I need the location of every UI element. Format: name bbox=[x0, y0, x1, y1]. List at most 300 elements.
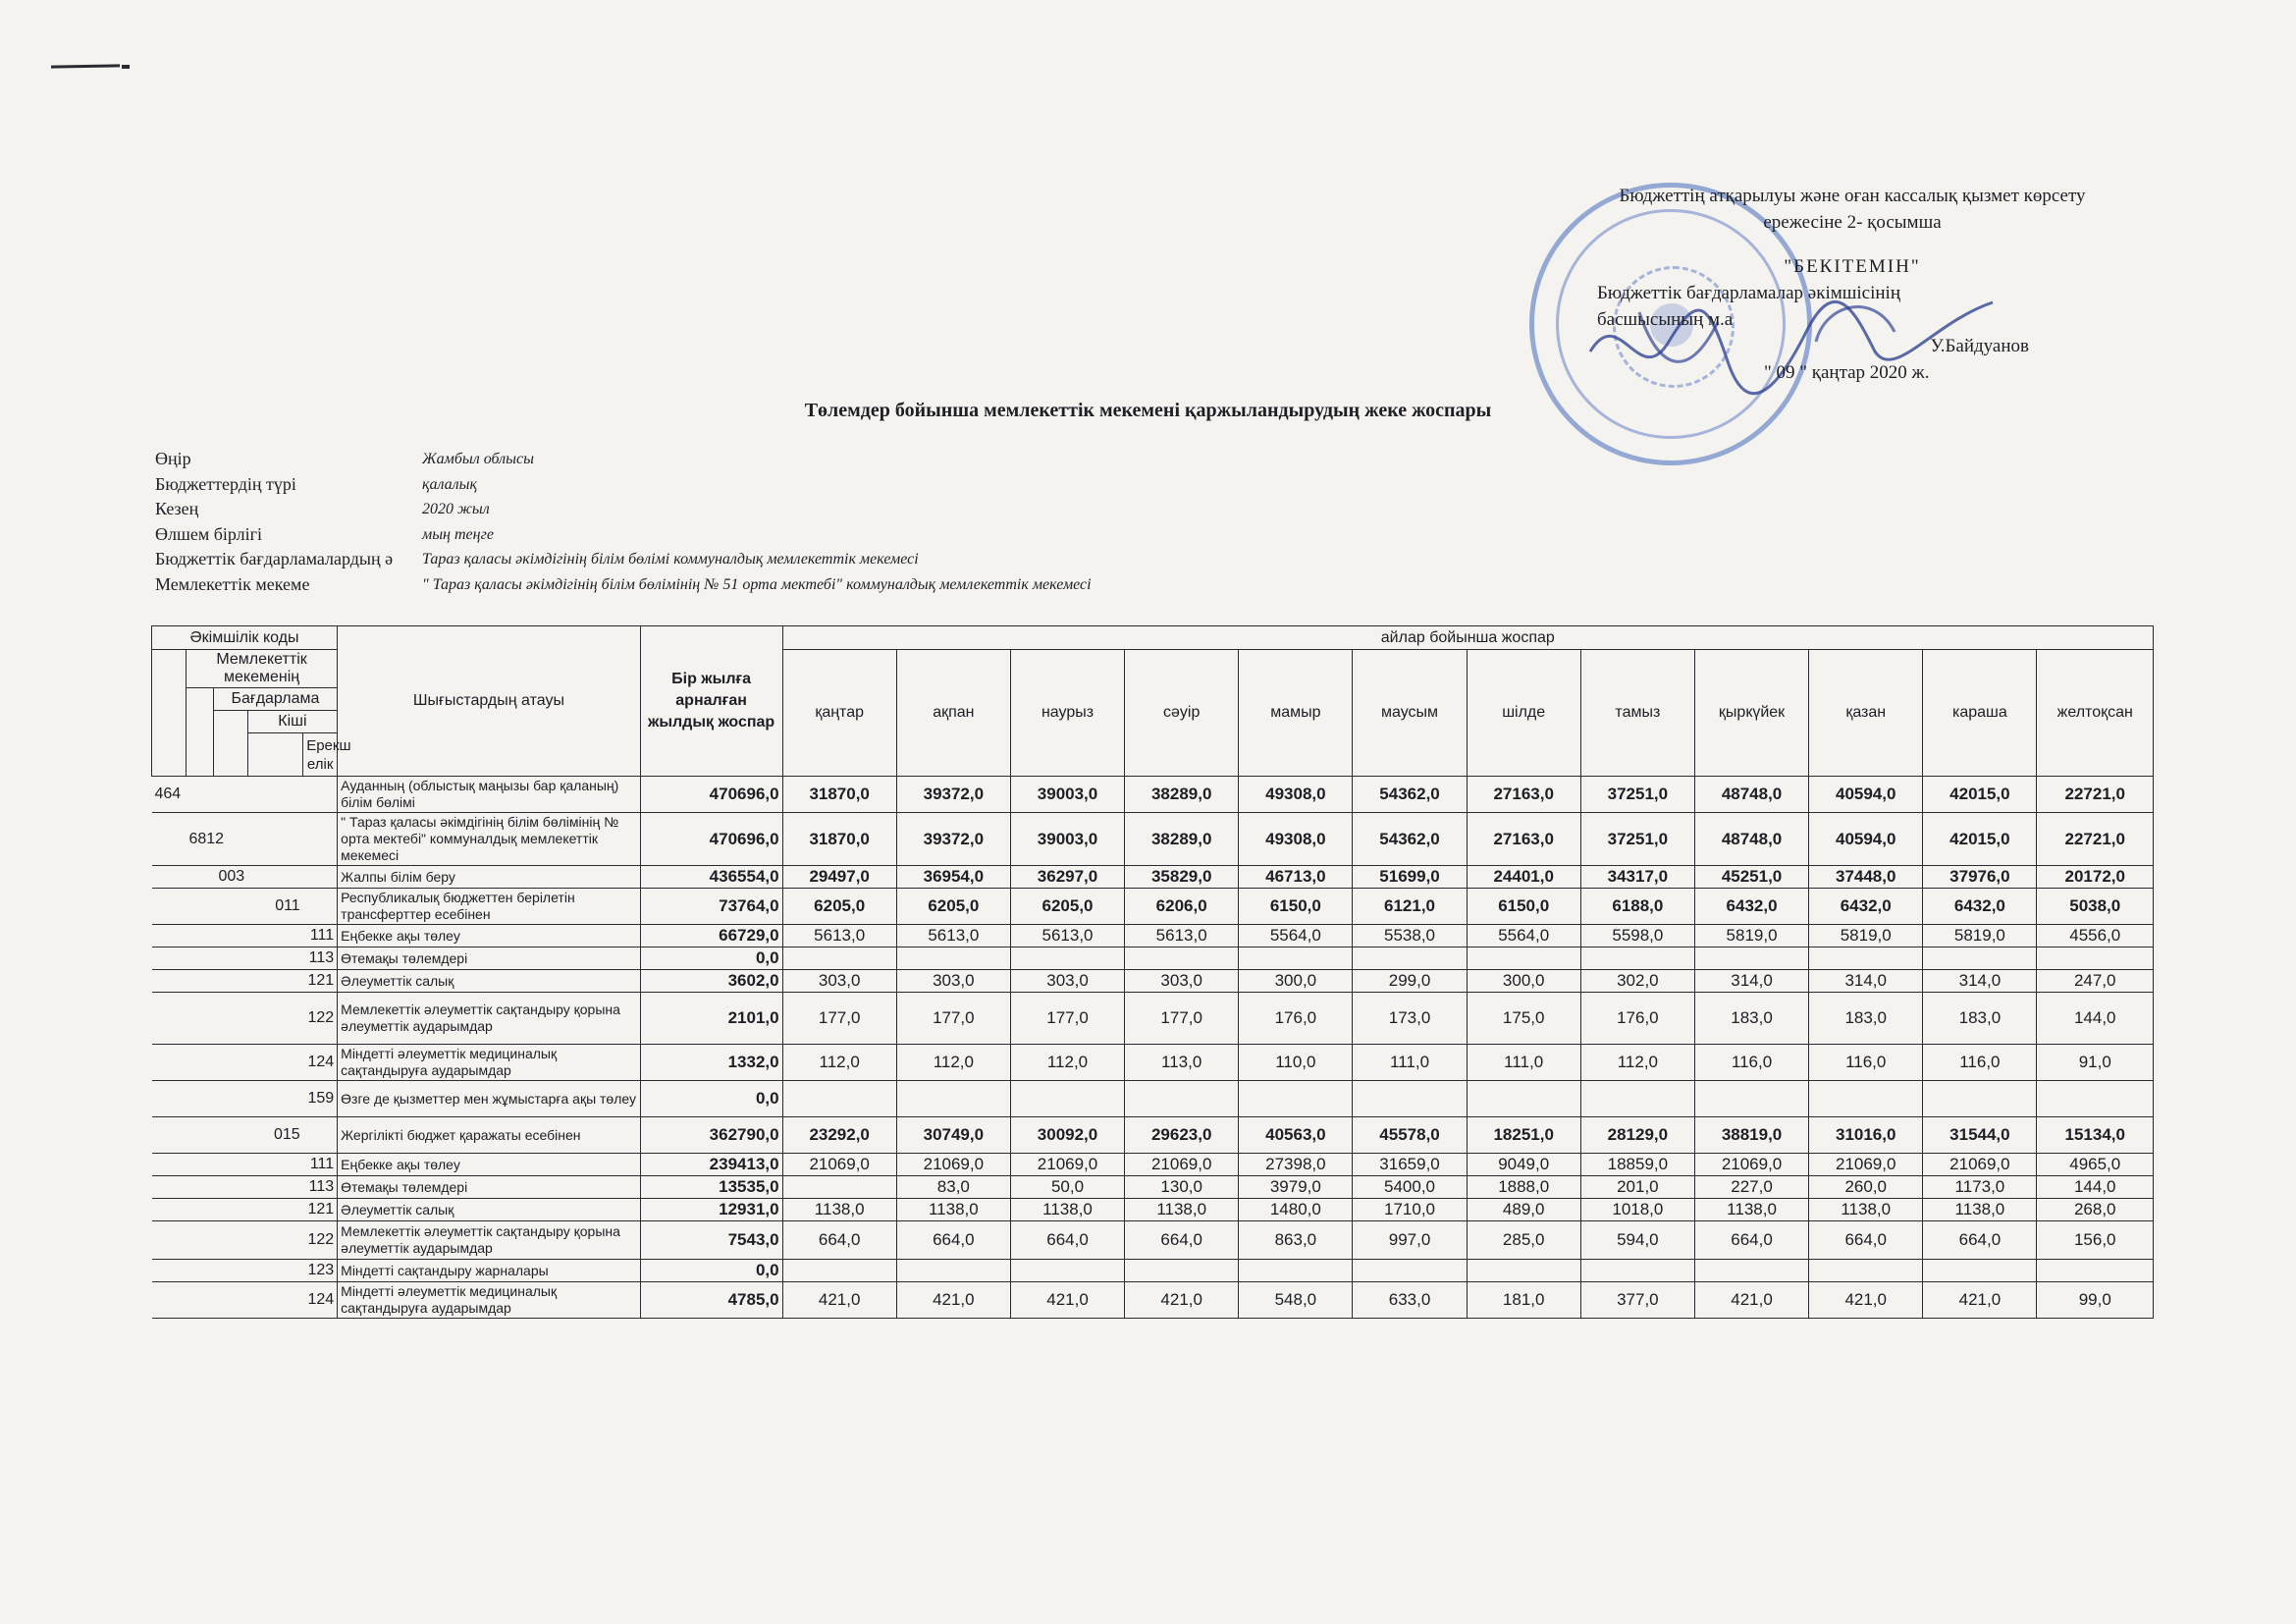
monthly-plan-cell: 177,0 bbox=[896, 993, 1010, 1045]
monthly-plan-cell: 49308,0 bbox=[1239, 813, 1353, 866]
monthly-plan-cell bbox=[1467, 1081, 1580, 1117]
code-cell bbox=[247, 1154, 303, 1176]
monthly-plan-cell: 22721,0 bbox=[2037, 813, 2154, 866]
annual-plan-cell: 239413,0 bbox=[640, 1154, 782, 1176]
header-admin-code: Әкімшілік коды bbox=[152, 626, 338, 650]
monthly-plan-cell: 6188,0 bbox=[1580, 889, 1694, 925]
code-cell bbox=[247, 1199, 303, 1221]
annual-plan-cell: 470696,0 bbox=[640, 813, 782, 866]
monthly-plan-cell: 37251,0 bbox=[1580, 813, 1694, 866]
monthly-plan-cell: 1138,0 bbox=[896, 1199, 1010, 1221]
code-cell bbox=[213, 925, 247, 947]
monthly-plan-cell: 112,0 bbox=[782, 1045, 896, 1081]
monthly-plan-cell: 111,0 bbox=[1467, 1045, 1580, 1081]
monthly-plan-cell: 421,0 bbox=[782, 1282, 896, 1319]
meta-label: Бюджеттердің түрі bbox=[155, 473, 296, 494]
monthly-plan-cell: 38289,0 bbox=[1125, 813, 1239, 866]
monthly-plan-cell: 31659,0 bbox=[1353, 1154, 1467, 1176]
monthly-plan-cell: 5613,0 bbox=[1125, 925, 1239, 947]
code-cell: 123 bbox=[303, 1260, 338, 1282]
monthly-plan-cell: 1138,0 bbox=[1010, 1199, 1124, 1221]
monthly-plan-cell: 1480,0 bbox=[1239, 1199, 1353, 1221]
monthly-plan-cell: 130,0 bbox=[1125, 1176, 1239, 1199]
code-cell: 121 bbox=[303, 1199, 338, 1221]
code-cell bbox=[186, 777, 213, 813]
code-cell bbox=[247, 777, 303, 813]
meta-value: " Тараз қаласы әкімдігінің білім бөлімінің № 51 орта мектебі" коммуналдық мемлекеттік мекемесі bbox=[422, 575, 1092, 593]
expense-name-cell: " Тараз қаласы әкімдігінің білім бөлімінің № орта мектебі" коммуналдық мемлекеттік мекемесі bbox=[338, 813, 640, 866]
monthly-plan-cell: 1138,0 bbox=[1809, 1199, 1923, 1221]
monthly-plan-cell bbox=[1353, 947, 1467, 970]
monthly-plan-cell: 421,0 bbox=[1923, 1282, 2037, 1319]
header-month-oct: қазан bbox=[1809, 650, 1923, 777]
monthly-plan-cell: 1138,0 bbox=[1694, 1199, 1808, 1221]
monthly-plan-cell: 54362,0 bbox=[1353, 777, 1467, 813]
monthly-plan-cell: 6121,0 bbox=[1353, 889, 1467, 925]
code-cell bbox=[213, 1221, 247, 1260]
annual-plan-cell: 66729,0 bbox=[640, 925, 782, 947]
header-month-feb: ақпан bbox=[896, 650, 1010, 777]
code-cell: 122 bbox=[303, 1221, 338, 1260]
monthly-plan-cell: 1138,0 bbox=[1125, 1199, 1239, 1221]
monthly-plan-cell: 113,0 bbox=[1125, 1045, 1239, 1081]
expense-name-cell: Жалпы білім беру bbox=[338, 866, 640, 889]
annual-plan-cell: 12931,0 bbox=[640, 1199, 782, 1221]
header-month-sep: қыркүйек bbox=[1694, 650, 1808, 777]
header-program: Бағдарлама bbox=[213, 688, 337, 711]
monthly-plan-cell: 144,0 bbox=[2037, 1176, 2154, 1199]
monthly-plan-cell: 5819,0 bbox=[1923, 925, 2037, 947]
monthly-plan-cell: 489,0 bbox=[1467, 1199, 1580, 1221]
code-cell bbox=[213, 993, 247, 1045]
monthly-plan-cell: 5598,0 bbox=[1580, 925, 1694, 947]
monthly-plan-cell bbox=[1353, 1260, 1467, 1282]
monthly-plan-cell: 6432,0 bbox=[1809, 889, 1923, 925]
code-cell bbox=[186, 1081, 213, 1117]
monthly-plan-cell: 22721,0 bbox=[2037, 777, 2154, 813]
financing-plan-table bbox=[151, 625, 2154, 1319]
header-month-may: мамыр bbox=[1239, 650, 1353, 777]
monthly-plan-cell bbox=[1923, 1081, 2037, 1117]
monthly-plan-cell: 20172,0 bbox=[2037, 866, 2154, 889]
monthly-plan-cell: 40594,0 bbox=[1809, 813, 1923, 866]
monthly-plan-cell bbox=[1010, 947, 1124, 970]
monthly-plan-cell: 21069,0 bbox=[896, 1154, 1010, 1176]
monthly-plan-cell: 303,0 bbox=[1125, 970, 1239, 993]
monthly-plan-cell: 35829,0 bbox=[1125, 866, 1239, 889]
monthly-plan-cell: 51699,0 bbox=[1353, 866, 1467, 889]
code-cell bbox=[213, 1282, 247, 1319]
monthly-plan-cell: 176,0 bbox=[1580, 993, 1694, 1045]
monthly-plan-cell: 5819,0 bbox=[1809, 925, 1923, 947]
monthly-plan-cell: 664,0 bbox=[782, 1221, 896, 1260]
monthly-plan-cell: 6206,0 bbox=[1125, 889, 1239, 925]
monthly-plan-cell: 863,0 bbox=[1239, 1221, 1353, 1260]
code-cell bbox=[186, 889, 213, 925]
approver-position-line2: басшысының м.а bbox=[1597, 309, 1734, 330]
monthly-plan-cell bbox=[896, 1081, 1010, 1117]
code-cell bbox=[152, 1221, 187, 1260]
monthly-plan-cell: 183,0 bbox=[1809, 993, 1923, 1045]
code-cell bbox=[213, 970, 247, 993]
monthly-plan-cell bbox=[1809, 1260, 1923, 1282]
code-cell bbox=[186, 866, 213, 889]
monthly-plan-cell: 300,0 bbox=[1467, 970, 1580, 993]
expense-name-cell: Мемлекеттік әлеуметтік сақтандыру қорына әлеуметтік аударымдар bbox=[338, 993, 640, 1045]
monthly-plan-cell: 6150,0 bbox=[1467, 889, 1580, 925]
header-expense-name: Шығыстардың атауы bbox=[338, 626, 640, 777]
code-cell bbox=[152, 1176, 187, 1199]
monthly-plan-cell: 21069,0 bbox=[1694, 1154, 1808, 1176]
monthly-plan-cell: 664,0 bbox=[896, 1221, 1010, 1260]
monthly-plan-cell: 46713,0 bbox=[1239, 866, 1353, 889]
approve-title: "БЕКІТЕМІН" bbox=[1784, 256, 1921, 277]
meta-row bbox=[155, 572, 1092, 598]
monthly-plan-cell: 421,0 bbox=[1694, 1282, 1808, 1319]
monthly-plan-cell: 181,0 bbox=[1467, 1282, 1580, 1319]
monthly-plan-cell bbox=[1694, 1260, 1808, 1282]
expense-name-cell: Міндетті әлеуметтік медициналық сақтандыруға аударымдар bbox=[338, 1045, 640, 1081]
monthly-plan-cell bbox=[1125, 947, 1239, 970]
monthly-plan-cell: 9049,0 bbox=[1467, 1154, 1580, 1176]
monthly-plan-cell: 201,0 bbox=[1580, 1176, 1694, 1199]
meta-value: Жамбыл облысы bbox=[422, 451, 534, 467]
code-cell bbox=[152, 1260, 187, 1282]
table-row bbox=[152, 993, 2154, 1045]
monthly-plan-cell: 548,0 bbox=[1239, 1282, 1353, 1319]
code-cell bbox=[303, 866, 338, 889]
annual-plan-cell: 4785,0 bbox=[640, 1282, 782, 1319]
header-institution: Мемлекеттік мекеменің bbox=[186, 650, 337, 688]
corner-pen-dot bbox=[122, 65, 130, 69]
monthly-plan-cell: 42015,0 bbox=[1923, 777, 2037, 813]
monthly-plan-cell: 23292,0 bbox=[782, 1117, 896, 1154]
monthly-plan-cell: 177,0 bbox=[1125, 993, 1239, 1045]
monthly-plan-cell: 6205,0 bbox=[1010, 889, 1124, 925]
monthly-plan-cell: 27163,0 bbox=[1467, 813, 1580, 866]
table-row bbox=[152, 1045, 2154, 1081]
monthly-plan-cell bbox=[1923, 947, 2037, 970]
monthly-plan-cell: 39372,0 bbox=[896, 777, 1010, 813]
monthly-plan-cell: 5538,0 bbox=[1353, 925, 1467, 947]
monthly-plan-cell: 48748,0 bbox=[1694, 777, 1808, 813]
monthly-plan-cell: 49308,0 bbox=[1239, 777, 1353, 813]
monthly-plan-cell: 314,0 bbox=[1694, 970, 1808, 993]
header-month-jul: шілде bbox=[1467, 650, 1580, 777]
code-cell bbox=[303, 889, 338, 925]
code-cell bbox=[247, 1045, 303, 1081]
monthly-plan-cell: 144,0 bbox=[2037, 993, 2154, 1045]
meta-label: Өңір bbox=[155, 449, 191, 468]
code-cell bbox=[152, 1282, 187, 1319]
monthly-plan-cell: 112,0 bbox=[1580, 1045, 1694, 1081]
code-cell bbox=[152, 1045, 187, 1081]
monthly-plan-cell: 31870,0 bbox=[782, 813, 896, 866]
monthly-plan-cell: 1173,0 bbox=[1923, 1176, 2037, 1199]
monthly-plan-cell: 177,0 bbox=[782, 993, 896, 1045]
monthly-plan-cell bbox=[1010, 1081, 1124, 1117]
code-cell bbox=[247, 993, 303, 1045]
approver-position-line1: Бюджеттік бағдарламалар әкімшісінің bbox=[1597, 283, 1901, 303]
header-monthly-plan: айлар бойынша жоспар bbox=[782, 626, 2153, 650]
monthly-plan-cell: 36297,0 bbox=[1010, 866, 1124, 889]
code-cell bbox=[152, 1081, 187, 1117]
code-cell bbox=[213, 889, 247, 925]
table-row bbox=[152, 813, 2154, 866]
meta-row bbox=[155, 522, 1092, 548]
monthly-plan-cell: 664,0 bbox=[1923, 1221, 2037, 1260]
monthly-plan-cell: 48748,0 bbox=[1694, 813, 1808, 866]
code-cell bbox=[213, 1199, 247, 1221]
code-cell bbox=[152, 993, 187, 1045]
annual-plan-cell: 1332,0 bbox=[640, 1045, 782, 1081]
code-cell: 124 bbox=[303, 1282, 338, 1319]
code-cell bbox=[213, 1081, 247, 1117]
monthly-plan-cell: 39003,0 bbox=[1010, 813, 1124, 866]
table-row bbox=[152, 1260, 2154, 1282]
annual-plan-cell: 73764,0 bbox=[640, 889, 782, 925]
header-month-mar: наурыз bbox=[1010, 650, 1124, 777]
table-row bbox=[152, 866, 2154, 889]
meta-row bbox=[155, 547, 1092, 572]
monthly-plan-cell: 21069,0 bbox=[782, 1154, 896, 1176]
monthly-plan-cell: 116,0 bbox=[1923, 1045, 2037, 1081]
header-month-aug: тамыз bbox=[1580, 650, 1694, 777]
monthly-plan-cell: 112,0 bbox=[1010, 1045, 1124, 1081]
monthly-plan-cell: 54362,0 bbox=[1353, 813, 1467, 866]
monthly-plan-cell: 1710,0 bbox=[1353, 1199, 1467, 1221]
code-cell: 113 bbox=[303, 1176, 338, 1199]
monthly-plan-cell bbox=[1809, 1081, 1923, 1117]
monthly-plan-cell bbox=[1467, 1260, 1580, 1282]
meta-label: Мемлекеттік мекеме bbox=[155, 573, 310, 594]
code-cell: 124 bbox=[303, 1045, 338, 1081]
table-row bbox=[152, 1154, 2154, 1176]
table-row bbox=[152, 1199, 2154, 1221]
approver-name: У.Байдуанов bbox=[1930, 336, 2029, 356]
monthly-plan-cell: 36954,0 bbox=[896, 866, 1010, 889]
document-meta bbox=[155, 447, 1092, 597]
monthly-plan-cell: 38289,0 bbox=[1125, 777, 1239, 813]
monthly-plan-cell: 40563,0 bbox=[1239, 1117, 1353, 1154]
code-cell bbox=[186, 1045, 213, 1081]
approval-date: " 09 " қаңтар 2020 ж. bbox=[1764, 362, 1930, 383]
monthly-plan-cell: 300,0 bbox=[1239, 970, 1353, 993]
header-month-nov: караша bbox=[1923, 650, 2037, 777]
monthly-plan-cell bbox=[1353, 1081, 1467, 1117]
monthly-plan-cell: 183,0 bbox=[1694, 993, 1808, 1045]
meta-value: мың теңге bbox=[422, 525, 494, 543]
monthly-plan-cell: 31544,0 bbox=[1923, 1117, 2037, 1154]
meta-row bbox=[155, 472, 1092, 498]
monthly-plan-cell: 268,0 bbox=[2037, 1199, 2154, 1221]
monthly-plan-cell: 5564,0 bbox=[1239, 925, 1353, 947]
code-cell bbox=[186, 1154, 213, 1176]
monthly-plan-cell: 37448,0 bbox=[1809, 866, 1923, 889]
monthly-plan-cell: 633,0 bbox=[1353, 1282, 1467, 1319]
monthly-plan-cell: 156,0 bbox=[2037, 1221, 2154, 1260]
monthly-plan-cell bbox=[782, 1081, 896, 1117]
code-cell bbox=[186, 925, 213, 947]
meta-row bbox=[155, 497, 1092, 522]
monthly-plan-cell: 5564,0 bbox=[1467, 925, 1580, 947]
monthly-plan-cell bbox=[782, 947, 896, 970]
monthly-plan-cell bbox=[1010, 1260, 1124, 1282]
expense-name-cell: Еңбекке ақы төлеу bbox=[338, 925, 640, 947]
monthly-plan-cell: 183,0 bbox=[1923, 993, 2037, 1045]
monthly-plan-cell bbox=[1125, 1081, 1239, 1117]
monthly-plan-cell: 112,0 bbox=[896, 1045, 1010, 1081]
monthly-plan-cell: 110,0 bbox=[1239, 1045, 1353, 1081]
table-row bbox=[152, 1176, 2154, 1199]
monthly-plan-cell: 5613,0 bbox=[1010, 925, 1124, 947]
monthly-plan-cell: 37251,0 bbox=[1580, 777, 1694, 813]
monthly-plan-cell bbox=[1694, 947, 1808, 970]
monthly-plan-cell bbox=[1580, 1260, 1694, 1282]
monthly-plan-cell: 39003,0 bbox=[1010, 777, 1124, 813]
monthly-plan-cell: 299,0 bbox=[1353, 970, 1467, 993]
monthly-plan-cell: 21069,0 bbox=[1923, 1154, 2037, 1176]
monthly-plan-cell: 6205,0 bbox=[782, 889, 896, 925]
monthly-plan-cell bbox=[1809, 947, 1923, 970]
code-cell bbox=[186, 1199, 213, 1221]
code-cell bbox=[247, 813, 303, 866]
code-cell bbox=[152, 866, 187, 889]
code-cell: 6812 bbox=[186, 813, 213, 866]
approval-block bbox=[1597, 183, 2108, 386]
code-cell bbox=[303, 777, 338, 813]
monthly-plan-cell bbox=[2037, 947, 2154, 970]
monthly-plan-cell: 176,0 bbox=[1239, 993, 1353, 1045]
code-cell bbox=[213, 1154, 247, 1176]
expense-name-cell: Өтемақы төлемдері bbox=[338, 1176, 640, 1199]
annex-reference-line1: Бюджеттің атқарылуы және оған кассалық қызмет көрсету bbox=[1619, 186, 2086, 206]
code-cell bbox=[152, 925, 187, 947]
monthly-plan-cell: 173,0 bbox=[1353, 993, 1467, 1045]
table-row bbox=[152, 1282, 2154, 1319]
monthly-plan-cell: 377,0 bbox=[1580, 1282, 1694, 1319]
document-title: Төлемдер бойынша мемлекеттік мекемені қаржыландырудың жеке жоспары bbox=[804, 400, 1492, 421]
monthly-plan-cell: 5038,0 bbox=[2037, 889, 2154, 925]
expense-name-cell: Әлеуметтік салық bbox=[338, 1199, 640, 1221]
monthly-plan-cell: 27398,0 bbox=[1239, 1154, 1353, 1176]
monthly-plan-cell: 421,0 bbox=[1010, 1282, 1124, 1319]
monthly-plan-cell: 6205,0 bbox=[896, 889, 1010, 925]
monthly-plan-cell: 18251,0 bbox=[1467, 1117, 1580, 1154]
monthly-plan-cell: 6432,0 bbox=[1694, 889, 1808, 925]
annual-plan-cell: 436554,0 bbox=[640, 866, 782, 889]
monthly-plan-cell: 99,0 bbox=[2037, 1282, 2154, 1319]
monthly-plan-cell: 31870,0 bbox=[782, 777, 896, 813]
code-cell: 015 bbox=[247, 1117, 303, 1154]
meta-label: Кезең bbox=[155, 499, 199, 518]
monthly-plan-cell bbox=[896, 1260, 1010, 1282]
annual-plan-cell: 2101,0 bbox=[640, 993, 782, 1045]
code-cell bbox=[213, 947, 247, 970]
annual-plan-cell: 0,0 bbox=[640, 947, 782, 970]
expense-name-cell: Міндетті әлеуметтік медициналық сақтандыруға аударымдар bbox=[338, 1282, 640, 1319]
expense-name-cell: Еңбекке ақы төлеу bbox=[338, 1154, 640, 1176]
table-row bbox=[152, 1221, 2154, 1260]
monthly-plan-cell: 664,0 bbox=[1010, 1221, 1124, 1260]
monthly-plan-cell: 4965,0 bbox=[2037, 1154, 2154, 1176]
monthly-plan-cell: 285,0 bbox=[1467, 1221, 1580, 1260]
annual-plan-cell: 7543,0 bbox=[640, 1221, 782, 1260]
meta-label: Өлшем бірлігі bbox=[155, 523, 263, 544]
annual-plan-cell: 470696,0 bbox=[640, 777, 782, 813]
monthly-plan-cell bbox=[1694, 1081, 1808, 1117]
monthly-plan-cell: 1018,0 bbox=[1580, 1199, 1694, 1221]
header-subprogram: Кіші bbox=[247, 711, 338, 733]
code-cell bbox=[213, 1176, 247, 1199]
monthly-plan-cell bbox=[1580, 1081, 1694, 1117]
table-row bbox=[152, 970, 2154, 993]
code-cell bbox=[152, 1199, 187, 1221]
monthly-plan-cell: 664,0 bbox=[1125, 1221, 1239, 1260]
monthly-plan-cell: 314,0 bbox=[1809, 970, 1923, 993]
monthly-plan-cell: 421,0 bbox=[1809, 1282, 1923, 1319]
monthly-plan-cell: 27163,0 bbox=[1467, 777, 1580, 813]
monthly-plan-cell: 18859,0 bbox=[1580, 1154, 1694, 1176]
monthly-plan-cell bbox=[1239, 1260, 1353, 1282]
monthly-plan-cell bbox=[1239, 947, 1353, 970]
code-cell bbox=[213, 1117, 247, 1154]
monthly-plan-cell: 45251,0 bbox=[1694, 866, 1808, 889]
code-cell bbox=[247, 1221, 303, 1260]
expense-name-cell: Міндетті сақтандыру жарналары bbox=[338, 1260, 640, 1282]
monthly-plan-cell: 314,0 bbox=[1923, 970, 2037, 993]
monthly-plan-cell: 303,0 bbox=[782, 970, 896, 993]
monthly-plan-cell: 5819,0 bbox=[1694, 925, 1808, 947]
monthly-plan-cell: 227,0 bbox=[1694, 1176, 1808, 1199]
meta-row bbox=[155, 447, 1092, 472]
code-cell bbox=[213, 1045, 247, 1081]
annex-reference-line2: ережесіне 2- қосымша bbox=[1763, 212, 1942, 233]
monthly-plan-cell: 302,0 bbox=[1580, 970, 1694, 993]
monthly-plan-cell: 664,0 bbox=[1809, 1221, 1923, 1260]
monthly-plan-cell: 1138,0 bbox=[782, 1199, 896, 1221]
code-cell: 122 bbox=[303, 993, 338, 1045]
expense-name-cell: Мемлекеттік әлеуметтік сақтандыру қорына әлеуметтік аударымдар bbox=[338, 1221, 640, 1260]
table-row bbox=[152, 889, 2154, 925]
monthly-plan-cell: 34317,0 bbox=[1580, 866, 1694, 889]
annual-plan-cell: 0,0 bbox=[640, 1081, 782, 1117]
code-cell bbox=[247, 1282, 303, 1319]
annual-plan-cell: 13535,0 bbox=[640, 1176, 782, 1199]
annual-plan-cell: 3602,0 bbox=[640, 970, 782, 993]
monthly-plan-cell: 1138,0 bbox=[1923, 1199, 2037, 1221]
expense-name-cell: Ауданның (облыстық маңызы бар қаланың) білім бөлімі bbox=[338, 777, 640, 813]
monthly-plan-cell: 30092,0 bbox=[1010, 1117, 1124, 1154]
monthly-plan-cell: 260,0 bbox=[1809, 1176, 1923, 1199]
code-cell bbox=[213, 777, 247, 813]
corner-pen-mark bbox=[51, 64, 120, 68]
table-row bbox=[152, 925, 2154, 947]
expense-name-cell: Өзге де қызметтер мен жұмыстарға ақы төлеу bbox=[338, 1081, 640, 1117]
monthly-plan-cell: 5613,0 bbox=[896, 925, 1010, 947]
code-cell bbox=[152, 1154, 187, 1176]
expense-name-cell: Әлеуметтік салық bbox=[338, 970, 640, 993]
monthly-plan-cell: 664,0 bbox=[1694, 1221, 1808, 1260]
meta-value: 2020 жыл bbox=[422, 501, 490, 517]
code-cell bbox=[152, 813, 187, 866]
header-month-apr: сәуір bbox=[1125, 650, 1239, 777]
code-cell: 113 bbox=[303, 947, 338, 970]
code-cell: 159 bbox=[303, 1081, 338, 1117]
header-month-jun: маусым bbox=[1353, 650, 1467, 777]
code-cell bbox=[247, 1081, 303, 1117]
code-cell: 111 bbox=[303, 1154, 338, 1176]
